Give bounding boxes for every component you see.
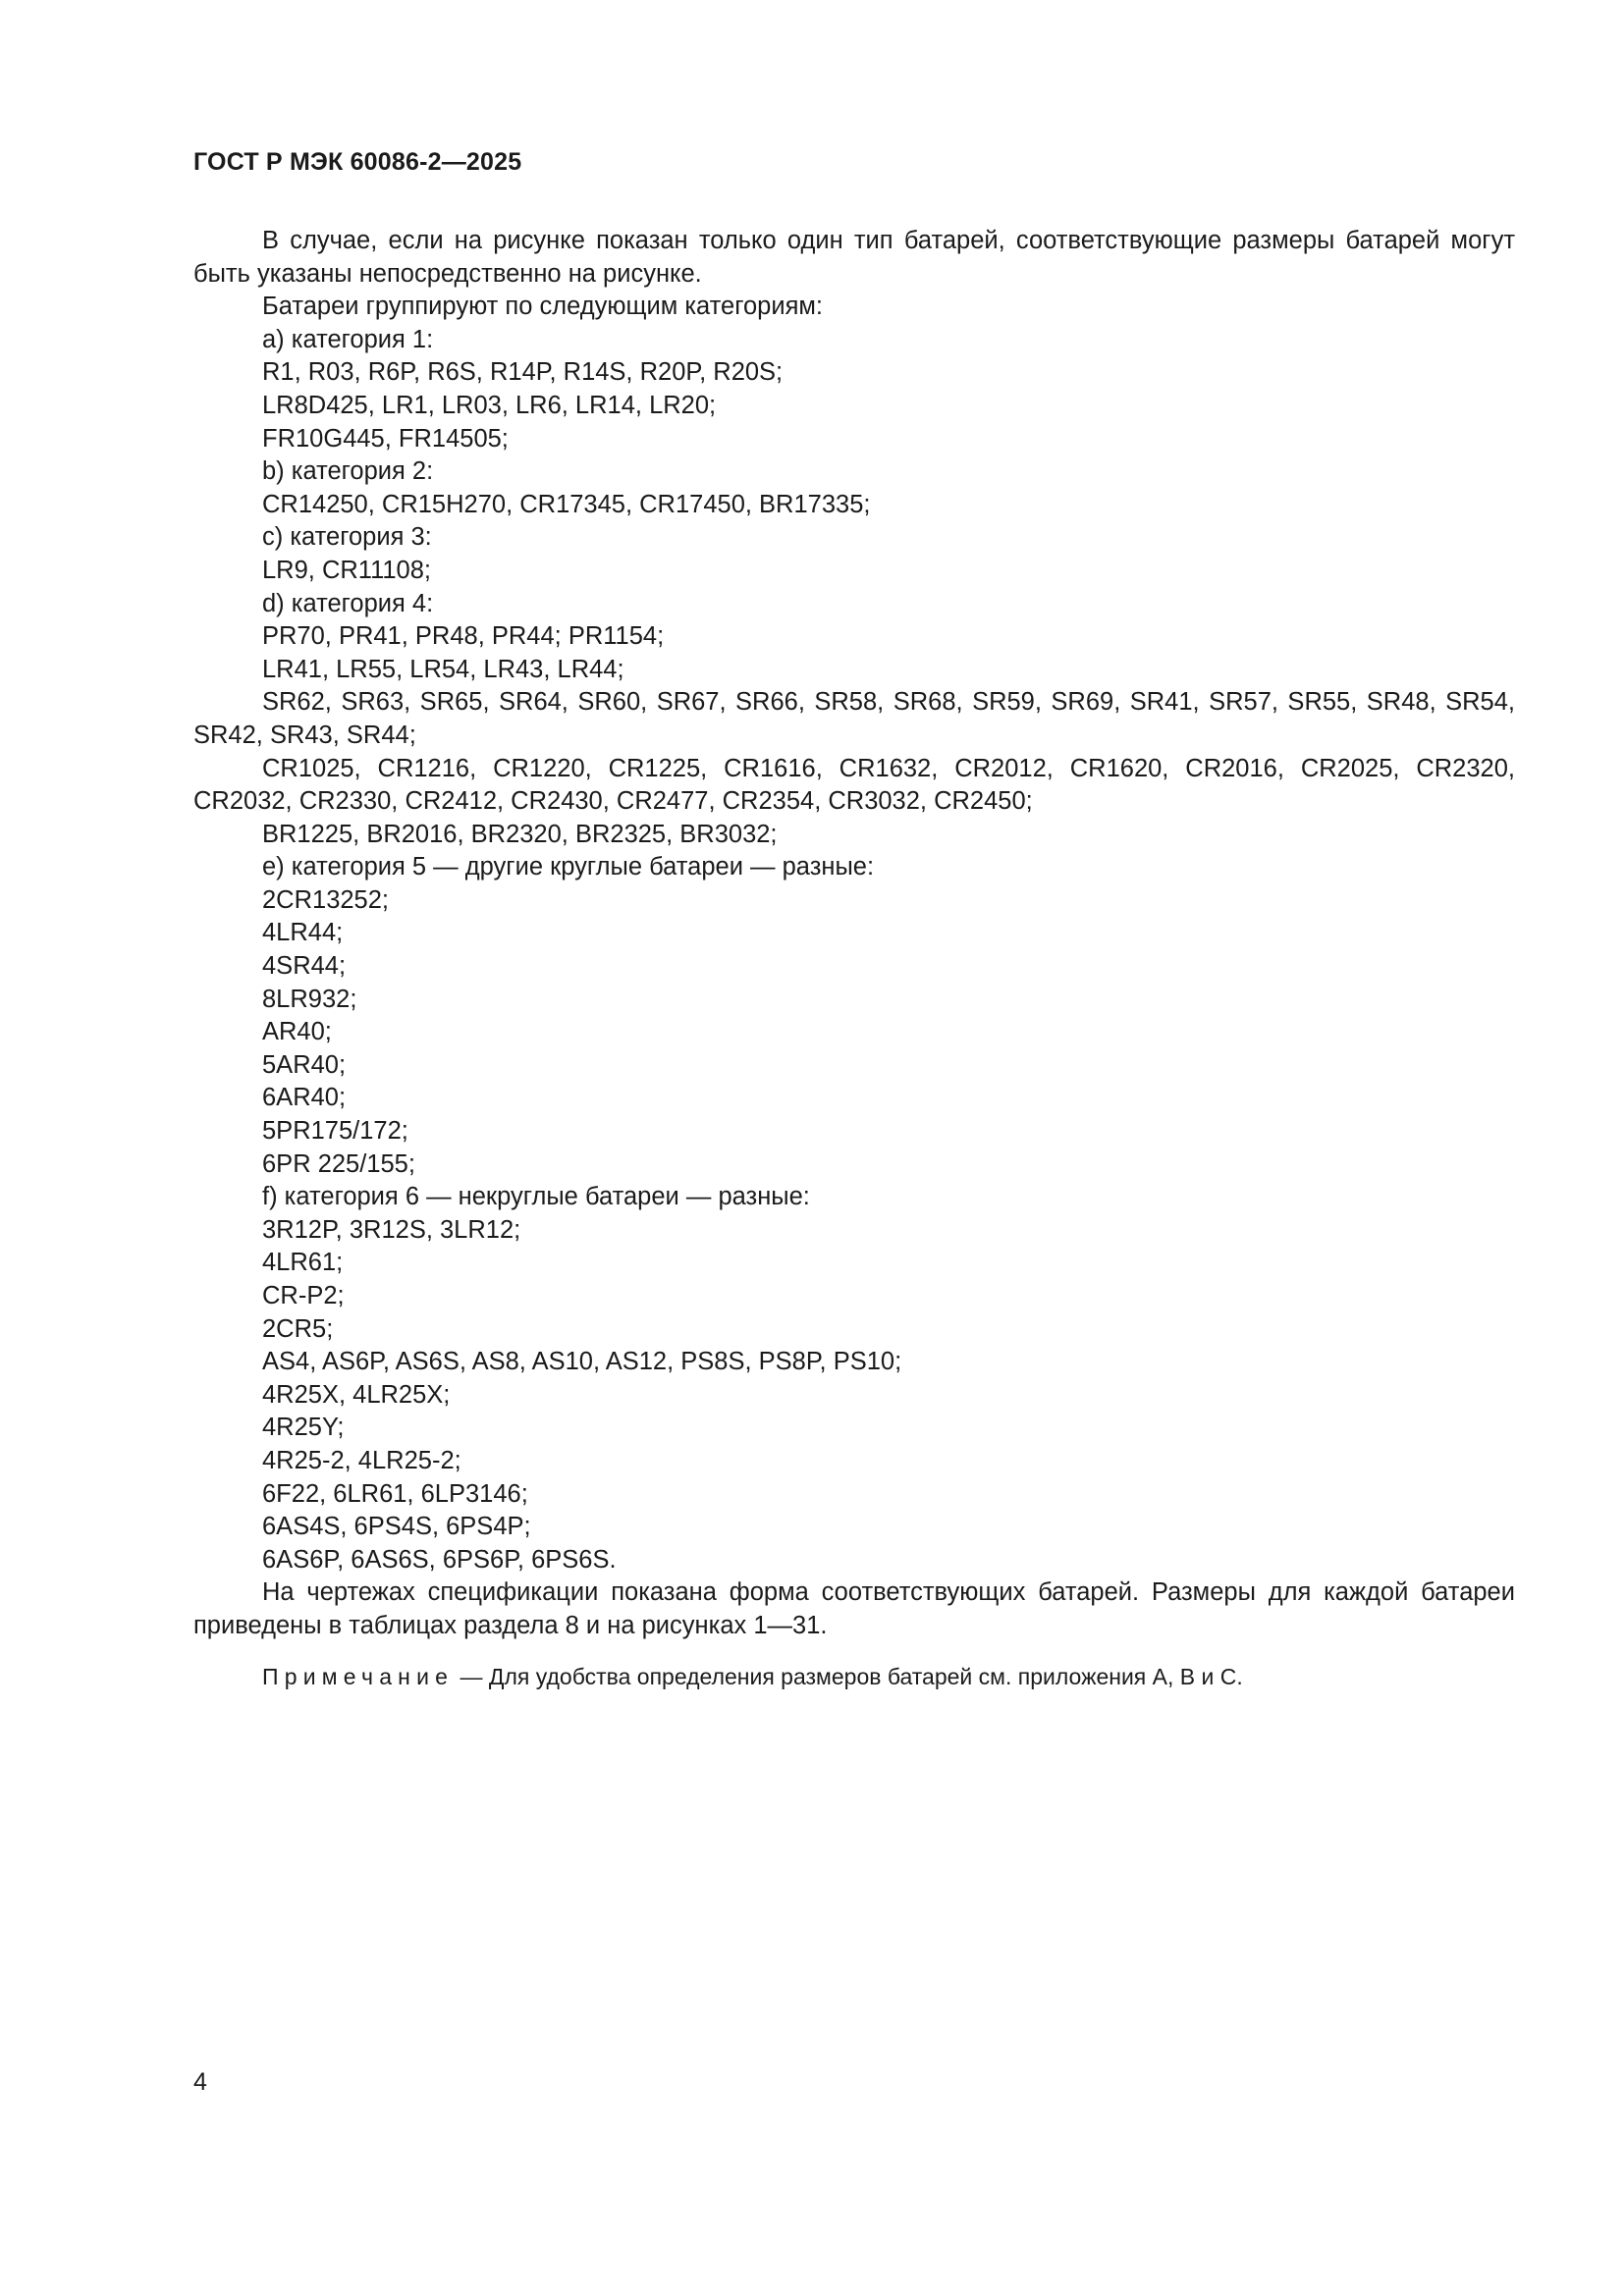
paragraph: В случае, если на рисунке показан только один тип батарей, соответствующие размеры батарей могут быть указаны непосредственно на рисунке. — [193, 227, 1515, 288]
battery-list: SR62, SR63, SR65, SR64, SR60, SR67, SR66, SR58, SR68, SR59, SR69, SR41, SR57, SR55, SR48, SR54, SR42, SR43, SR44; — [193, 688, 1515, 749]
category-heading: d) категория 4: — [262, 589, 434, 617]
battery-list: CR1025, CR1216, CR1220, CR1225, CR1616, CR1632, CR2012, CR1620, CR2016, CR2025, CR2320, CR2032, CR2330, CR2412, CR2430, CR2477, CR2354, CR3032, CR2450; — [193, 754, 1515, 816]
battery-list: CR-P2; — [262, 1282, 345, 1309]
battery-list: 4R25X, 4LR25X; — [262, 1380, 451, 1409]
battery-list: AR40; — [262, 1018, 332, 1046]
battery-list: 4LR44; — [262, 919, 344, 947]
battery-list: 4R25-2, 4LR25-2; — [262, 1446, 461, 1474]
battery-list: 4SR44; — [262, 952, 347, 981]
note — [193, 1662, 1515, 1691]
battery-list: PR70, PR41, PR48, PR44; PR1154; — [262, 622, 665, 651]
battery-list: 6PR 225/155; — [262, 1149, 415, 1178]
battery-list: AS4, AS6P, AS6S, AS8, AS10, AS12, PS8S, PS8P, PS10; — [262, 1348, 902, 1376]
battery-list: 3R12P, 3R12S, 3LR12; — [262, 1215, 521, 1244]
battery-list: BR1225, BR2016, BR2320, BR2325, BR3032; — [262, 820, 778, 848]
battery-list: R1, R03, R6P, R6S, R14P, R14S, R20P, R20S; — [262, 358, 784, 387]
battery-list: 6AR40; — [262, 1084, 347, 1112]
battery-list: FR10G445, FR14505; — [262, 424, 509, 453]
battery-list: 5AR40; — [262, 1050, 347, 1079]
battery-list: LR9, CR11108; — [262, 556, 431, 584]
battery-list: 6F22, 6LR61, 6LP3146; — [262, 1479, 528, 1508]
standard-header: ГОСТ Р МЭК 60086-2—2025 — [193, 148, 522, 176]
battery-list: 6AS4S, 6PS4S, 6PS4P; — [262, 1513, 531, 1541]
category-heading: b) категория 2: — [262, 457, 434, 486]
battery-list: CR14250, CR15H270, CR17345, CR17450, BR17335; — [262, 490, 871, 518]
category-heading: a) категория 1: — [262, 325, 434, 353]
paragraph: На чертежах спецификации показана форма соответствующих батарей. Размеры для каждой батареи приведены в таблицах раздела 8 и на рисунках 1—31. — [193, 1578, 1515, 1639]
battery-list: 4R25Y; — [262, 1414, 345, 1442]
battery-list: 4LR61; — [262, 1249, 344, 1277]
note-text: — Для удобства определения размеров батарей см. приложения А, В и С. — [454, 1663, 1243, 1689]
category-heading: c) категория 3: — [262, 523, 432, 552]
category-heading: f) категория 6 — некруглые батареи — разные: — [262, 1183, 810, 1211]
battery-list: 5PR175/172; — [262, 1117, 408, 1146]
battery-list: LR41, LR55, LR54, LR43, LR44; — [262, 655, 624, 683]
page-number: 4 — [193, 2068, 207, 2096]
battery-list: LR8D425, LR1, LR03, LR6, LR14, LR20; — [262, 391, 717, 419]
battery-list: 6AS6P, 6AS6S, 6PS6P, 6PS6S. — [262, 1545, 617, 1574]
battery-list: 2CR5; — [262, 1314, 334, 1343]
note-label: Примечание — [262, 1663, 455, 1689]
battery-list: 8LR932; — [262, 985, 357, 1013]
document-body — [193, 225, 1515, 1691]
paragraph: Батареи группируют по следующим категориям: — [262, 293, 824, 321]
category-heading: e) категория 5 — другие круглые батареи — разные: — [262, 853, 875, 881]
battery-list: 2CR13252; — [262, 885, 390, 914]
